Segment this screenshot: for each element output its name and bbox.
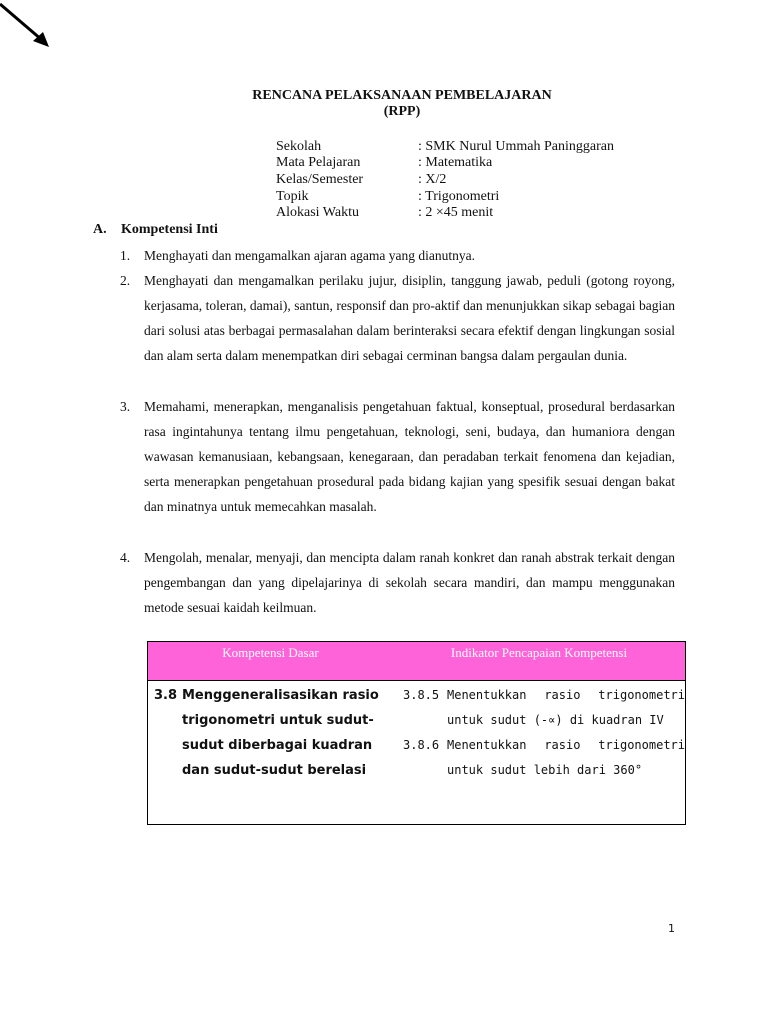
- table-row: [148, 681, 686, 825]
- ki-number: 2.: [120, 273, 131, 288]
- meta-value: : Trigonometri: [418, 189, 500, 204]
- meta-label: Kelas/Semester: [276, 172, 364, 187]
- meta-label: Mata Pelajaran: [276, 155, 361, 170]
- indicator-number: 3.8.5: [403, 688, 440, 702]
- corner-arrow-icon: [0, 0, 56, 52]
- ki-text: Mengolah, menalar, menyaji, dan mencipta dalam ranah konkret dan ranah abstrak terkait dengan pengembangan dan yang dipelajarinya di sekolah secara mandiri, dan mampu menggunakan metode sesuai kaidah keilmuan.: [144, 550, 675, 615]
- indicator-text-line1: Menentukkan rasio trigonometri: [447, 738, 685, 752]
- competency-table: [147, 641, 686, 825]
- section-letter: A.: [93, 222, 107, 237]
- document-subtitle: (RPP): [383, 104, 421, 119]
- meta-label: Topik: [276, 189, 309, 204]
- kd-number: 3.8: [154, 688, 178, 703]
- table-header-row: [148, 642, 686, 681]
- indicator-number: 3.8.6: [403, 738, 440, 752]
- page-number: 1: [668, 922, 675, 935]
- meta-value: : 2 ×45 menit: [418, 205, 494, 220]
- kd-cell: [148, 681, 394, 825]
- indicator-cell: [393, 681, 686, 825]
- indicator-header: Indikator Pencapaian Kompetensi: [393, 642, 686, 681]
- ki-text: Memahami, menerapkan, menganalisis pengetahuan faktual, konseptual, prosedural berdasarkan rasa ingintahunya tentang ilmu pengetahuan, teknologi, seni, budaya, dan humaniora dengan wawasan kemanusiaan, kebangsaan, kenegaraan, dan peradaban terkait fenomena dan kejadian, serta menerapkan pengetahuan prosedural pada bidang kajian yang spesifik sesuai dengan bakat dan minatnya untuk memecahkan masalah.: [144, 399, 675, 514]
- indicator-text-line2: untuk sudut (-∝) di kuadran IV: [447, 713, 664, 727]
- section-title: Kompetensi Inti: [121, 222, 218, 237]
- ki-number: 1.: [120, 248, 131, 263]
- meta-label: Sekolah: [276, 139, 322, 154]
- indicator-text-line2: untuk sudut lebih dari 360°: [447, 763, 643, 777]
- meta-value: : SMK Nurul Ummah Paninggaran: [418, 139, 614, 154]
- kd-text: Menggeneralisasikan rasio trigonometri untuk sudut-sudut diberbagai kuadran dan sudut-sudut berelasi: [182, 688, 379, 778]
- meta-value: : Matematika: [418, 155, 493, 170]
- document-title: RENCANA PELAKSANAAN PEMBELAJARAN: [252, 88, 552, 103]
- ki-number: 3.: [120, 399, 131, 414]
- meta-value: : X/2: [418, 172, 447, 187]
- ki-text: Menghayati dan mengamalkan ajaran agama yang dianutnya.: [144, 248, 475, 263]
- indicator-text-line1: Menentukkan rasio trigonometri: [447, 688, 685, 702]
- meta-label: Alokasi Waktu: [276, 205, 359, 220]
- ki-text: Menghayati dan mengamalkan perilaku jujur, disiplin, tanggung jawab, peduli (gotong royong, kerjasama, toleran, damai), santun, responsif dan pro-aktif dan menunjukkan sikap sebagai bagian dari solusi atas berbagai permasalahan dalam berinteraksi secara efektif dengan lingkungan sosial dan alam serta dalam menempatkan diri sebagai cerminan bangsa dalam pergaulan dunia.: [144, 273, 675, 363]
- kd-header: Kompetensi Dasar: [148, 642, 394, 681]
- ki-number: 4.: [120, 550, 131, 565]
